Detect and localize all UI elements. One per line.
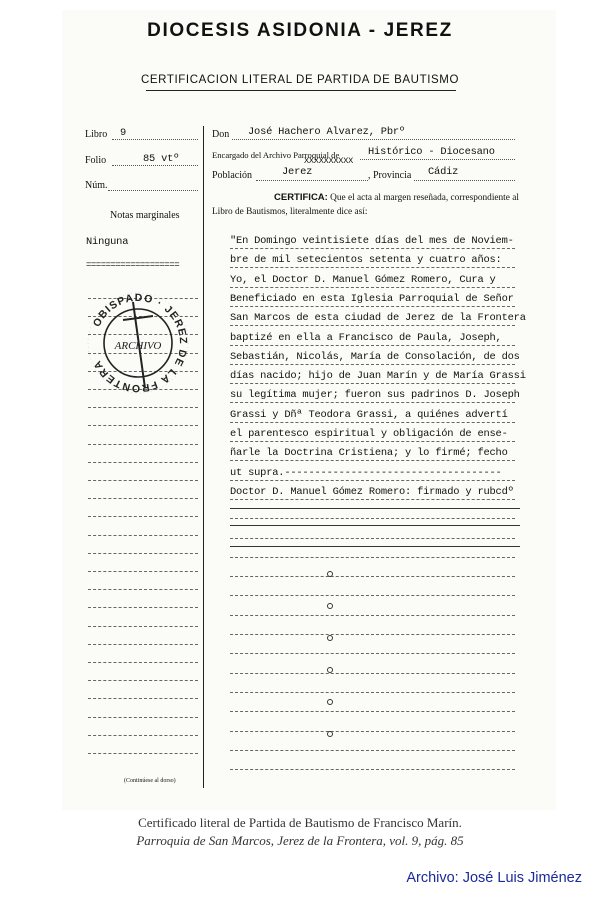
provincia-dots — [414, 180, 515, 181]
don-label: Don — [212, 129, 230, 140]
continues-note: (Continúese al dorso) — [124, 778, 176, 784]
left-rule-line — [88, 425, 198, 426]
right-rule-line — [230, 306, 515, 307]
right-rule-line — [230, 499, 515, 500]
left-rule-line — [88, 553, 198, 554]
libro-dots — [112, 139, 198, 140]
right-rule-line — [230, 634, 515, 635]
blank-marker-circle — [327, 667, 333, 673]
act-line: ñarle la Doctrina Cristiena; y lo firmé; fecho — [230, 447, 508, 460]
provincia-value: Cádiz — [428, 166, 459, 178]
act-line: días nacido; hijo de Juan Marín y de María Grassi — [230, 370, 526, 383]
left-rule-line — [88, 571, 198, 572]
certifica-line2: Libro de Bautismos, literalmente dice así: — [212, 207, 368, 217]
left-rule-line — [88, 462, 198, 463]
equals-line-1 — [230, 508, 520, 513]
don-dots — [232, 139, 515, 140]
right-rule-line — [230, 615, 515, 616]
notas-equals: =================== — [86, 260, 180, 270]
seal-center-text: ARCHIVO — [114, 340, 162, 352]
right-rule-line — [230, 267, 515, 268]
folio-dots — [112, 165, 198, 166]
left-rule-line — [88, 607, 198, 608]
subtitle-underline — [146, 90, 456, 91]
notas-value: Ninguna — [86, 236, 129, 248]
folio-value: 85 vtº — [143, 153, 180, 165]
left-rule-line — [88, 717, 198, 718]
column-divider — [203, 126, 204, 788]
poblacion-value: Jerez — [282, 166, 313, 178]
left-rule-line — [88, 480, 198, 481]
notas-label: Notas marginales — [110, 210, 180, 221]
right-rule-line — [230, 325, 515, 326]
caption-line-1: Certificado literal de Partida de Bautismo de Francisco Marín. — [138, 815, 462, 830]
right-rule-line — [230, 345, 515, 346]
archive-credit: Archivo: José Luis Jiménez — [406, 870, 582, 886]
right-rule-line — [230, 576, 515, 577]
act-line: el parentesco espiritual y obligación de ense- — [230, 428, 508, 440]
equals-line-3 — [230, 546, 520, 551]
act-line: Beneficiado en esta Iglesia Parroquial de Señor — [230, 292, 514, 305]
act-line: Doctor D. Manuel Gómez Romero: firmado y rubcdº — [230, 485, 514, 498]
right-rule-line — [230, 364, 515, 365]
left-rule-line — [88, 698, 198, 699]
left-rule-line — [88, 407, 198, 408]
libro-value: 9 — [120, 127, 127, 139]
libro-label: Libro — [85, 129, 108, 140]
certifica-rest: Que el acta al margen reseñada, correspondiente al — [330, 193, 519, 203]
act-line: bre de mil setecientos setenta y cuatro años: — [230, 254, 502, 267]
archive-seal — [83, 288, 193, 398]
right-rule-line — [230, 731, 515, 732]
right-rule-line — [230, 557, 515, 558]
right-rule-line — [230, 248, 515, 249]
right-rule-line — [230, 441, 515, 442]
seal-ring-text: OBISPADO · JEREZ DE LA FRONTERA — [90, 291, 190, 395]
act-line: "En Domingo veintisiete días del mes de Noviem- — [230, 235, 514, 247]
poblacion-label: Población — [212, 170, 252, 181]
equals-line-2 — [230, 525, 520, 530]
document-title: DIOCESIS ASIDONIA - JEREZ — [147, 20, 453, 41]
act-line: Yo, el Doctor D. Manuel Gómez Romero, Cura y — [230, 273, 496, 286]
right-rule-line — [230, 750, 515, 751]
act-line: baptizé en ella a Francisco de Paula, Joseph, — [230, 331, 502, 344]
left-rule-line — [88, 644, 198, 645]
act-line: Grassi y Dñª Teodora Grassi, a quiénes advertí — [230, 408, 508, 421]
left-rule-line — [88, 735, 198, 736]
right-rule-line — [230, 692, 515, 693]
folio-label: Folio — [85, 155, 107, 166]
act-line: ut supra.------------------------------------ — [230, 466, 502, 479]
num-label: Núm. — [85, 180, 108, 191]
right-rule-line — [230, 287, 515, 288]
right-rule-line — [230, 711, 515, 712]
right-rule-line — [230, 480, 515, 481]
don-value: José Hachero Alvarez, Pbrº — [248, 126, 405, 138]
act-line: Sebastián, Nicolás, María de Consolación, de dos — [230, 350, 520, 363]
left-rule-line — [88, 753, 198, 754]
act-line: San Marcos de esta ciudad de Jerez de la Frontera — [230, 312, 526, 325]
blank-marker-circle — [327, 571, 333, 577]
left-rule-line — [88, 516, 198, 517]
num-dots — [108, 190, 198, 191]
left-rule-line — [88, 589, 198, 590]
blank-marker-circle — [327, 699, 333, 705]
blank-marker-circle — [327, 635, 333, 641]
encargado-value: Histórico - Diocesano — [368, 146, 495, 158]
caption-line-2: Parroquia de San Marcos, Jerez de la Frontera, vol. 9, pág. 85 — [136, 833, 464, 848]
certifica-word: CERTIFICA: — [274, 192, 328, 203]
left-rule-line — [88, 498, 198, 499]
blank-marker-circle — [327, 731, 333, 737]
right-rule-line — [230, 595, 515, 596]
right-rule-line — [230, 538, 515, 539]
left-rule-line — [88, 626, 198, 627]
left-rule-line — [88, 535, 198, 536]
poblacion-dots — [256, 180, 368, 181]
right-rule-line — [230, 402, 515, 403]
encargado-dots — [360, 159, 515, 160]
encargado-struck: XXXXXXXXXX — [304, 156, 354, 166]
left-rule-line — [88, 444, 198, 445]
right-rule-line — [230, 653, 515, 654]
encargado-label: Encargado del Archivo Parroquial de — [212, 150, 340, 160]
right-rule-line — [230, 460, 515, 461]
right-rule-line — [230, 769, 515, 770]
right-rule-line — [230, 518, 515, 519]
act-line: su legítima mujer; fueron sus padrinos D. Joseph — [230, 389, 520, 402]
right-rule-line — [230, 383, 515, 384]
right-rule-line — [230, 673, 515, 674]
certifica-line1 — [212, 192, 519, 203]
document-subtitle: CERTIFICACION LITERAL DE PARTIDA DE BAUTISMO — [141, 74, 459, 86]
right-rule-line — [230, 422, 515, 423]
left-rule-line — [88, 662, 198, 663]
provincia-label: , Provincia — [368, 170, 412, 181]
left-rule-line — [88, 680, 198, 681]
blank-marker-circle — [327, 603, 333, 609]
